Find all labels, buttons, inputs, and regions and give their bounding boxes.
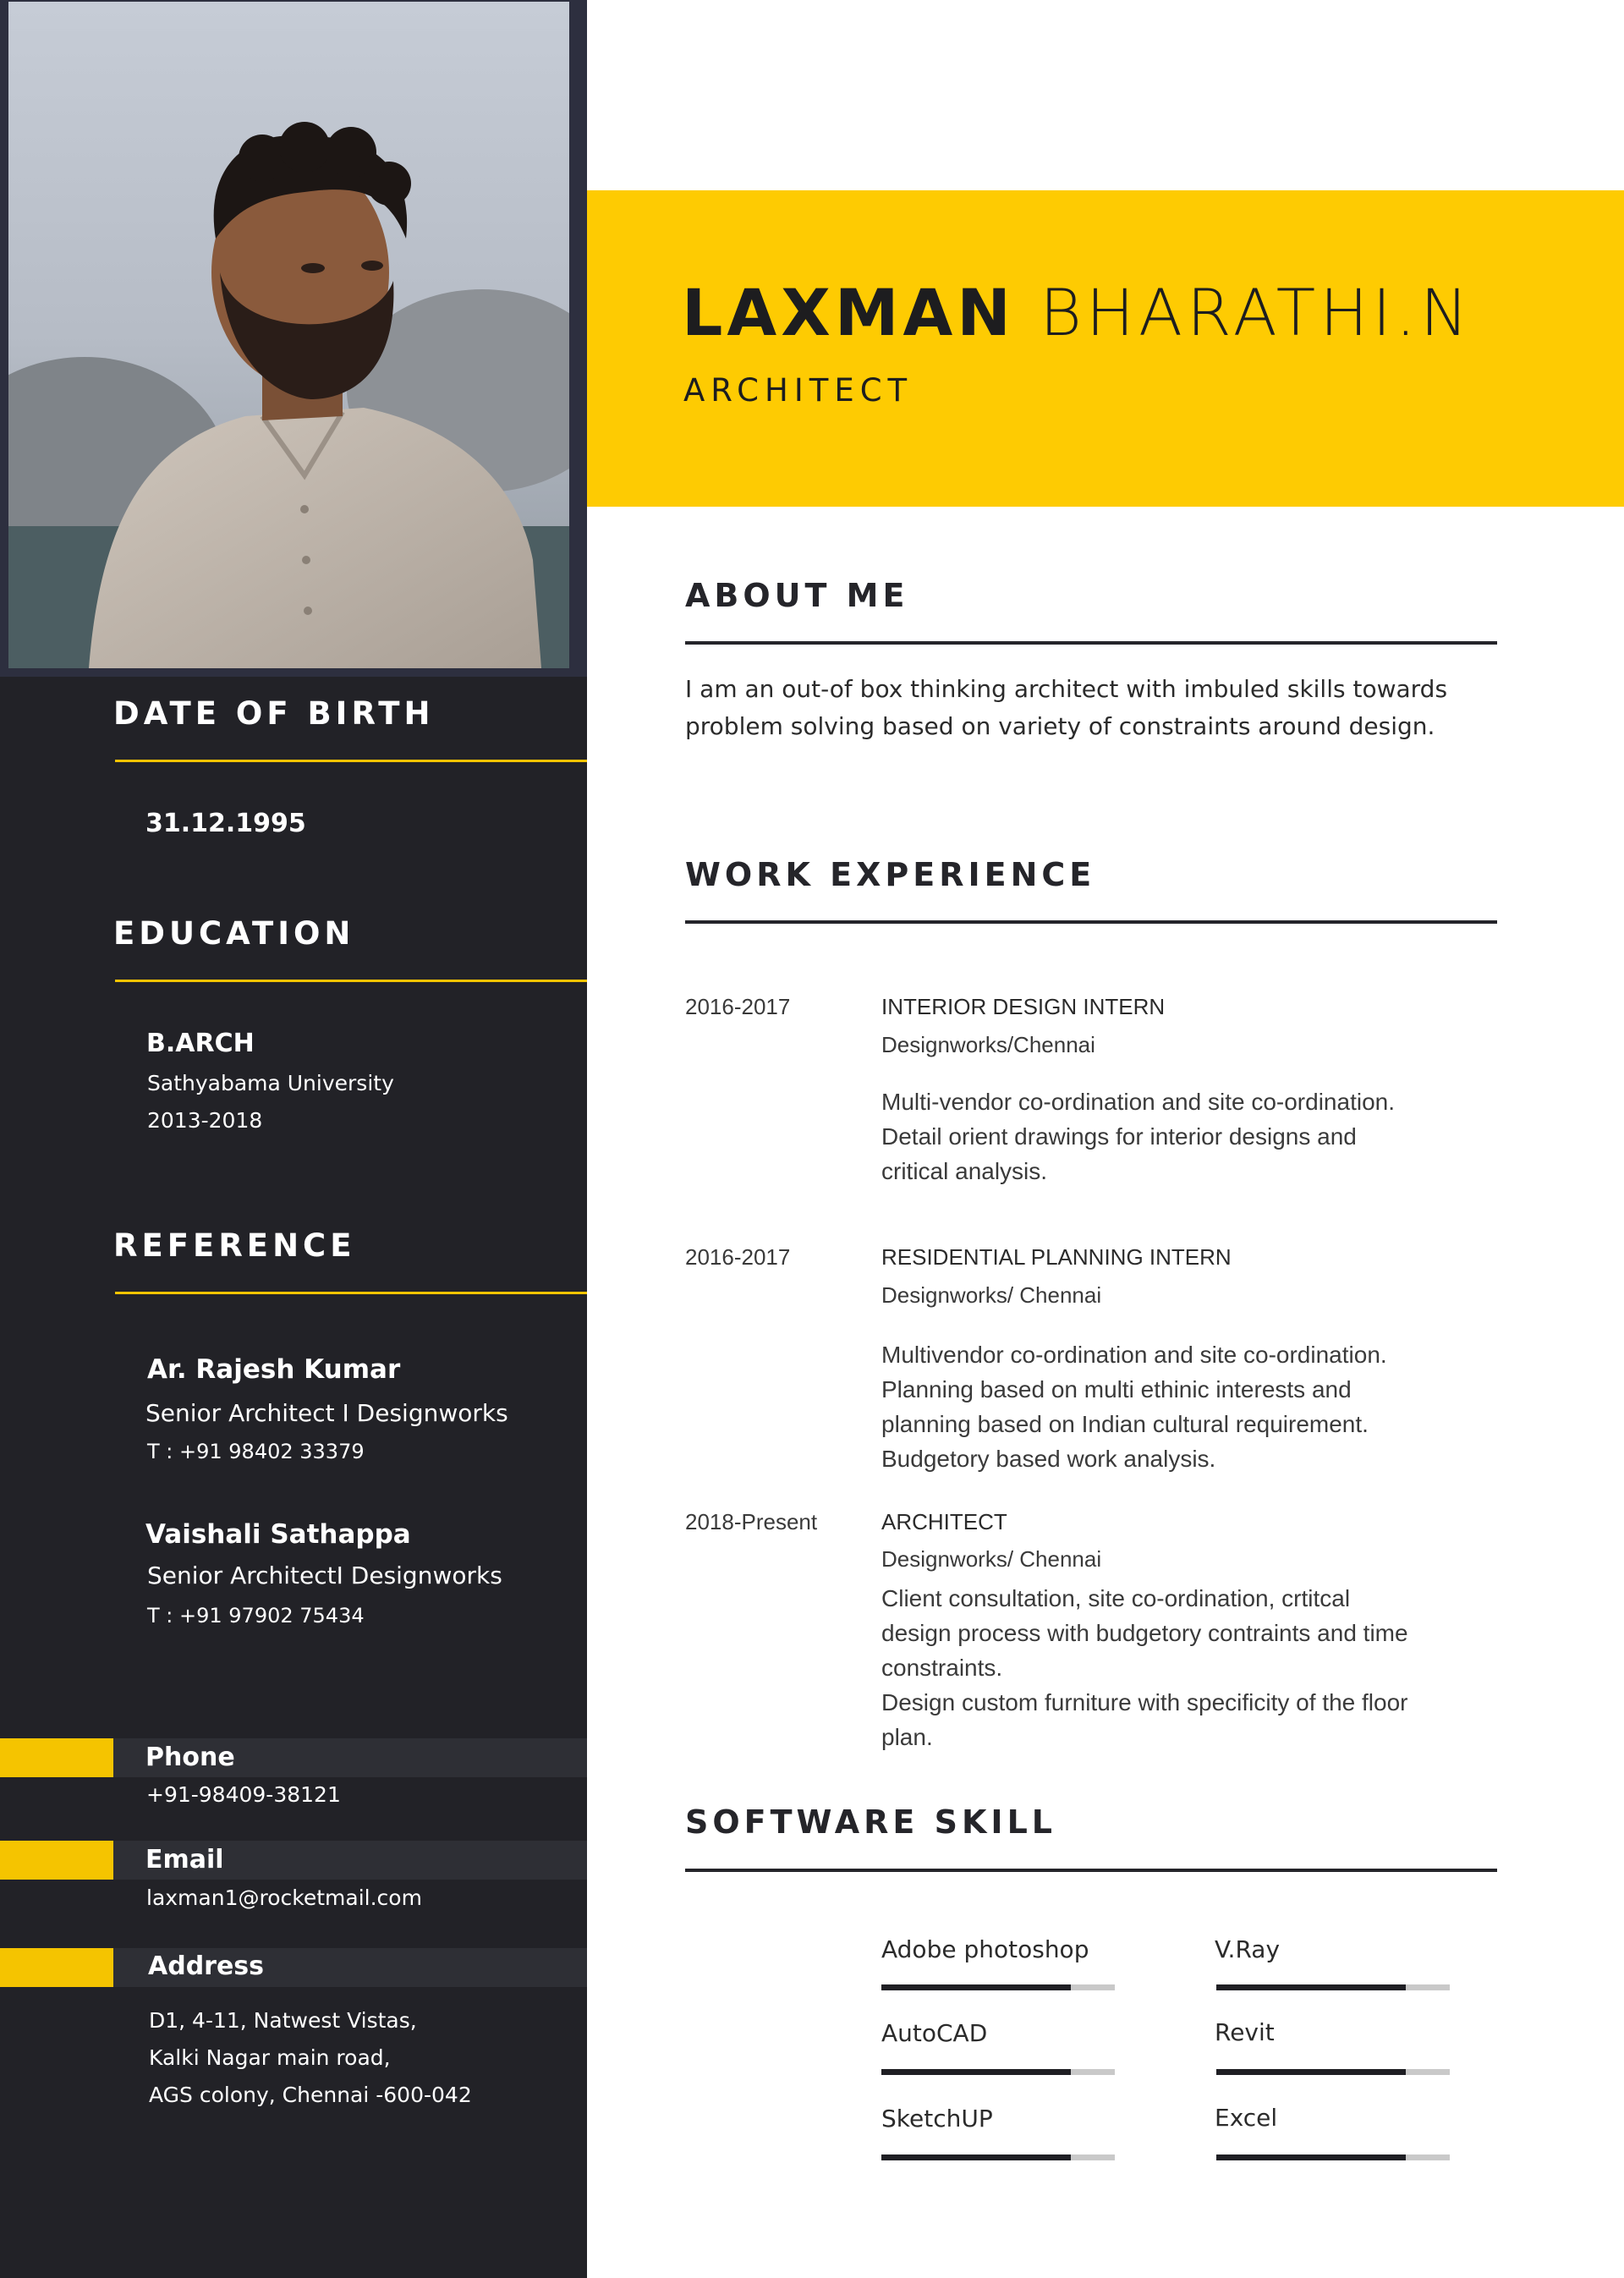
job-description-line: Client consultation, site co-ordination, crtitcal — [881, 1585, 1351, 1611]
skill-name: Revit — [1215, 2018, 1275, 2046]
job-description-line: constraints. — [881, 1655, 1003, 1681]
job-title: INTERIOR DESIGN INTERN — [881, 994, 1166, 1019]
job-date: 2016-2017 — [685, 1244, 791, 1270]
skill-bar — [1216, 2154, 1450, 2160]
job-description — [881, 1084, 1423, 1188]
phone-value: +91-98409-38121 — [146, 1782, 341, 1807]
skills-rule — [685, 1869, 1497, 1872]
skill-bar — [881, 1984, 1115, 1990]
skills-heading: SOFTWARE SKILL — [685, 1803, 1056, 1841]
job-title: RESIDENTIAL PLANNING INTERN — [881, 1244, 1232, 1270]
skill-name: AutoCAD — [881, 2019, 988, 2047]
job-description-line: critical analysis. — [881, 1158, 1048, 1184]
job-company: Designworks/ Chennai — [881, 1546, 1102, 1572]
job-description-line: Multi-vendor co-ordination and site co-ordination. — [881, 1089, 1395, 1115]
address-label: Address — [148, 1951, 265, 1981]
job-description-line: planning based on Indian cultural requirement. — [881, 1411, 1369, 1437]
email-accent — [0, 1841, 113, 1880]
address-line: D1, 4-11, Natwest Vistas, — [149, 2008, 417, 2033]
skill-bar-fill — [881, 2154, 1071, 2160]
work-heading: WORK EXPERIENCE — [685, 856, 1096, 893]
phone-accent — [0, 1738, 113, 1777]
education-years: 2013-2018 — [147, 1108, 263, 1133]
job-role: ARCHITECT — [683, 372, 914, 409]
email-label: Email — [145, 1845, 224, 1875]
skill-bar — [1216, 1984, 1450, 1990]
education-degree: B.ARCH — [146, 1029, 255, 1058]
education-school: Sathyabama University — [147, 1071, 394, 1095]
reference-heading: REFERENCE — [113, 1227, 356, 1264]
about-text: I am an out-of box thinking architect with imbuled skills towards problem solving based on variety of constraints around design. — [685, 675, 1448, 740]
reference-phone: T : +91 98402 33379 — [147, 1440, 365, 1463]
skill-name: SketchUP — [881, 2105, 993, 2133]
dob-value: 31.12.1995 — [145, 809, 306, 838]
reference-phone: T : +91 97902 75434 — [147, 1604, 365, 1628]
education-heading: EDUCATION — [113, 915, 355, 952]
education-rule — [115, 980, 587, 982]
full-name — [682, 275, 1473, 350]
job-description-line: Multivendor co-ordination and site co-ordination. — [881, 1342, 1387, 1368]
skill-bar-fill — [881, 1984, 1071, 1990]
job-description-line: plan. — [881, 1724, 933, 1750]
about-rule — [685, 641, 1497, 645]
reference-title: Senior ArchitectI Designworks — [147, 1562, 502, 1589]
first-name: LAXMAN — [682, 275, 1015, 350]
address-accent — [0, 1948, 113, 1987]
job-description-line: Budgetory based work analysis. — [881, 1446, 1216, 1472]
reference-name: Ar. Rajesh Kumar — [147, 1354, 401, 1385]
skill-name: Adobe photoshop — [881, 1935, 1089, 1963]
work-rule — [685, 920, 1497, 924]
job-description-line: Detail orient drawings for interior designs and — [881, 1123, 1357, 1150]
reference-title: Senior Architect I Designworks — [145, 1399, 508, 1427]
skill-bar-fill — [1216, 2069, 1406, 2075]
job-description-line: Design custom furniture with specificity of the floor — [881, 1689, 1408, 1715]
skill-bar-fill — [1216, 1984, 1406, 1990]
skill-bar-fill — [881, 2069, 1071, 2075]
job-company: Designworks/Chennai — [881, 1032, 1095, 1057]
dob-rule — [115, 760, 587, 762]
job-description-line: design process with budgetory contraints and time — [881, 1620, 1408, 1646]
skill-name: V.Ray — [1215, 1935, 1281, 1963]
skill-bar-fill — [1216, 2154, 1406, 2160]
job-description — [881, 1337, 1423, 1476]
email-value: laxman1@rocketmail.com — [146, 1886, 422, 1910]
skill-name: Excel — [1215, 2104, 1278, 2132]
address-line: Kalki Nagar main road, — [149, 2045, 391, 2070]
skill-bar — [881, 2069, 1115, 2075]
job-date: 2016-2017 — [685, 994, 791, 1019]
job-title: ARCHITECT — [881, 1509, 1007, 1534]
job-description-line: Planning based on multi ethinic interests and — [881, 1376, 1352, 1402]
job-company: Designworks/ Chennai — [881, 1282, 1102, 1308]
skill-bar — [881, 2154, 1115, 2160]
address-line: AGS colony, Chennai -600-042 — [149, 2083, 472, 2107]
profile-photo-frame — [0, 0, 587, 677]
skill-bar — [1216, 2069, 1450, 2075]
about-heading: ABOUT ME — [685, 577, 909, 614]
job-date: 2018-Present — [685, 1509, 818, 1534]
job-description — [881, 1581, 1423, 1754]
phone-label: Phone — [145, 1743, 235, 1772]
reference-rule — [115, 1292, 587, 1294]
dob-heading: DATE OF BIRTH — [113, 695, 435, 732]
reference-name: Vaishali Sathappa — [145, 1519, 411, 1550]
last-name: BHARATHI.N — [1040, 275, 1473, 350]
profile-photo — [8, 2, 569, 668]
